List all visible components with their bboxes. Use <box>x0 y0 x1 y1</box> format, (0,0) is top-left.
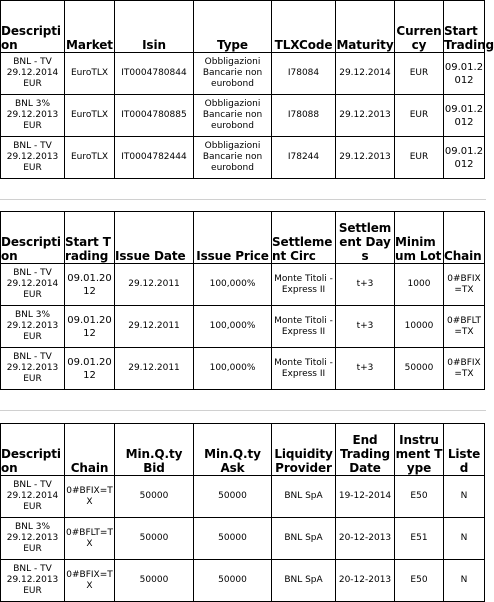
cell-min-qty-bid: 50000 <box>115 560 194 602</box>
header-end-trading-date: End Trading Date <box>336 424 395 476</box>
row-divider <box>0 199 486 200</box>
cell-tlxcode: I78084 <box>272 53 336 95</box>
cell-description: BNL - TV 29.12.2014 EUR <box>1 53 65 95</box>
cell-description: BNL - TV 29.12.2013 EUR <box>1 348 65 390</box>
cell-market: EuroTLX <box>65 137 115 179</box>
cell-isin: IT0004782444 <box>115 137 194 179</box>
cell-maturity: 29.12.2014 <box>336 53 395 95</box>
header-description: Description <box>1 1 65 53</box>
header-maturity: Maturity <box>336 1 395 53</box>
cell-isin: IT0004780885 <box>115 95 194 137</box>
cell-start-trading: 09.01.2012 <box>444 95 485 137</box>
cell-chain: 0#BFLT=TX <box>444 306 485 348</box>
cell-description: BNL - TV 29.12.2013 EUR <box>1 137 65 179</box>
cell-issue-date: 29.12.2011 <box>115 306 194 348</box>
cell-start-trading: 09.01.2012 <box>65 306 115 348</box>
trading-info-table <box>0 211 485 390</box>
cell-description: BNL - TV 29.12.2014 EUR <box>1 476 65 518</box>
cell-chain: 0#BFIX=TX <box>65 476 115 518</box>
cell-issue-price: 100,000% <box>194 306 272 348</box>
header-listed: Listed <box>444 424 485 476</box>
cell-settlement-days: t+3 <box>336 348 395 390</box>
header-isin: Isin <box>115 1 194 53</box>
cell-market: EuroTLX <box>65 95 115 137</box>
header-currency: Currency <box>395 1 444 53</box>
header-chain: Chain <box>65 424 115 476</box>
cell-min-qty-bid: 50000 <box>115 476 194 518</box>
header-settlement-days: Settlement Days <box>336 212 395 264</box>
cell-type: Obbligazioni Bancarie non eurobond <box>194 137 272 179</box>
cell-end-trading-date: 20-12-2013 <box>336 518 395 560</box>
cell-issue-date: 29.12.2011 <box>115 264 194 306</box>
header-settlement-circ: Settlement Circ <box>272 212 336 264</box>
cell-chain: 0#BFLT=TX <box>65 518 115 560</box>
cell-currency: EUR <box>395 137 444 179</box>
table-header-row <box>1 212 485 264</box>
header-min-qty-ask: Min.Q.ty Ask <box>194 424 272 476</box>
cell-end-trading-date: 19-12-2014 <box>336 476 395 518</box>
header-instrument-type: Instrument Type <box>395 424 444 476</box>
table-row <box>1 476 485 518</box>
cell-currency: EUR <box>395 95 444 137</box>
cell-description: BNL - TV 29.12.2013 EUR <box>1 560 65 602</box>
cell-instrument-type: E50 <box>395 560 444 602</box>
table-header-row <box>1 424 485 476</box>
cell-market: EuroTLX <box>65 53 115 95</box>
cell-minimum-lot: 50000 <box>395 348 444 390</box>
cell-min-qty-ask: 50000 <box>194 518 272 560</box>
cell-issue-price: 100,000% <box>194 348 272 390</box>
cell-tlxcode: I78244 <box>272 137 336 179</box>
header-type: Type <box>194 1 272 53</box>
cell-listed: N <box>444 476 485 518</box>
cell-settlement-days: t+3 <box>336 264 395 306</box>
cell-start-trading: 09.01.2012 <box>65 264 115 306</box>
cell-settlement-circ: Monte Titoli - Express II <box>272 348 336 390</box>
cell-settlement-days: t+3 <box>336 306 395 348</box>
cell-listed: N <box>444 560 485 602</box>
cell-minimum-lot: 10000 <box>395 306 444 348</box>
table-row <box>1 137 485 179</box>
liquidity-info-table <box>0 423 485 602</box>
table-row <box>1 348 485 390</box>
cell-type: Obbligazioni Bancarie non eurobond <box>194 53 272 95</box>
cell-instrument-type: E51 <box>395 518 444 560</box>
header-issue-date: Issue Date <box>115 212 194 264</box>
table-row <box>1 95 485 137</box>
table-row <box>1 518 485 560</box>
header-chain: Chain <box>444 212 485 264</box>
header-liquidity-provider: Liquidity Provider <box>272 424 336 476</box>
cell-currency: EUR <box>395 53 444 95</box>
header-issue-price: Issue Price <box>194 212 272 264</box>
header-start-trading: Start Trading <box>65 212 115 264</box>
cell-chain: 0#BFIX=TX <box>444 264 485 306</box>
cell-minimum-lot: 1000 <box>395 264 444 306</box>
cell-end-trading-date: 20-12-2013 <box>336 560 395 602</box>
cell-issue-date: 29.12.2011 <box>115 348 194 390</box>
table-header-row <box>1 1 485 53</box>
table-row <box>1 53 485 95</box>
cell-maturity: 29.12.2013 <box>336 95 395 137</box>
cell-issue-price: 100,000% <box>194 264 272 306</box>
cell-liquidity-provider: BNL SpA <box>272 518 336 560</box>
cell-listed: N <box>444 518 485 560</box>
cell-instrument-type: E50 <box>395 476 444 518</box>
cell-tlxcode: I78088 <box>272 95 336 137</box>
header-market: Market <box>65 1 115 53</box>
bond-info-table <box>0 0 494 179</box>
cell-maturity: 29.12.2013 <box>336 137 395 179</box>
cell-start-trading: 09.01.2012 <box>444 137 485 179</box>
table-row <box>1 264 485 306</box>
cell-min-qty-ask: 50000 <box>194 560 272 602</box>
cell-min-qty-ask: 50000 <box>194 476 272 518</box>
cell-type: Obbligazioni Bancarie non eurobond <box>194 95 272 137</box>
cell-liquidity-provider: BNL SpA <box>272 560 336 602</box>
cell-isin: IT0004780844 <box>115 53 194 95</box>
header-start-trading: Start Trading <box>444 1 485 53</box>
cell-description: BNL 3% 29.12.2013 EUR <box>1 518 65 560</box>
cell-chain: 0#BFIX=TX <box>65 560 115 602</box>
cell-start-trading: 09.01.2012 <box>65 348 115 390</box>
cell-description: BNL - TV 29.12.2014 EUR <box>1 264 65 306</box>
cell-chain: 0#BFIX=TX <box>444 348 485 390</box>
cell-settlement-circ: Monte Titoli - Express II <box>272 306 336 348</box>
header-description: Description <box>1 424 65 476</box>
header-minimum-lot: Minimum Lot <box>395 212 444 264</box>
table-row <box>1 560 485 602</box>
table-row <box>1 306 485 348</box>
header-min-qty-bid: Min.Q.ty Bid <box>115 424 194 476</box>
header-tlxcode: TLXCode <box>272 1 336 53</box>
cell-description: BNL 3% 29.12.2013 EUR <box>1 306 65 348</box>
cell-min-qty-bid: 50000 <box>115 518 194 560</box>
cell-settlement-circ: Monte Titoli - Express II <box>272 264 336 306</box>
cell-start-trading: 09.01.2012 <box>444 53 485 95</box>
cell-description: BNL 3% 29.12.2013 EUR <box>1 95 65 137</box>
row-divider <box>0 410 486 411</box>
header-description: Description <box>1 212 65 264</box>
cell-liquidity-provider: BNL SpA <box>272 476 336 518</box>
